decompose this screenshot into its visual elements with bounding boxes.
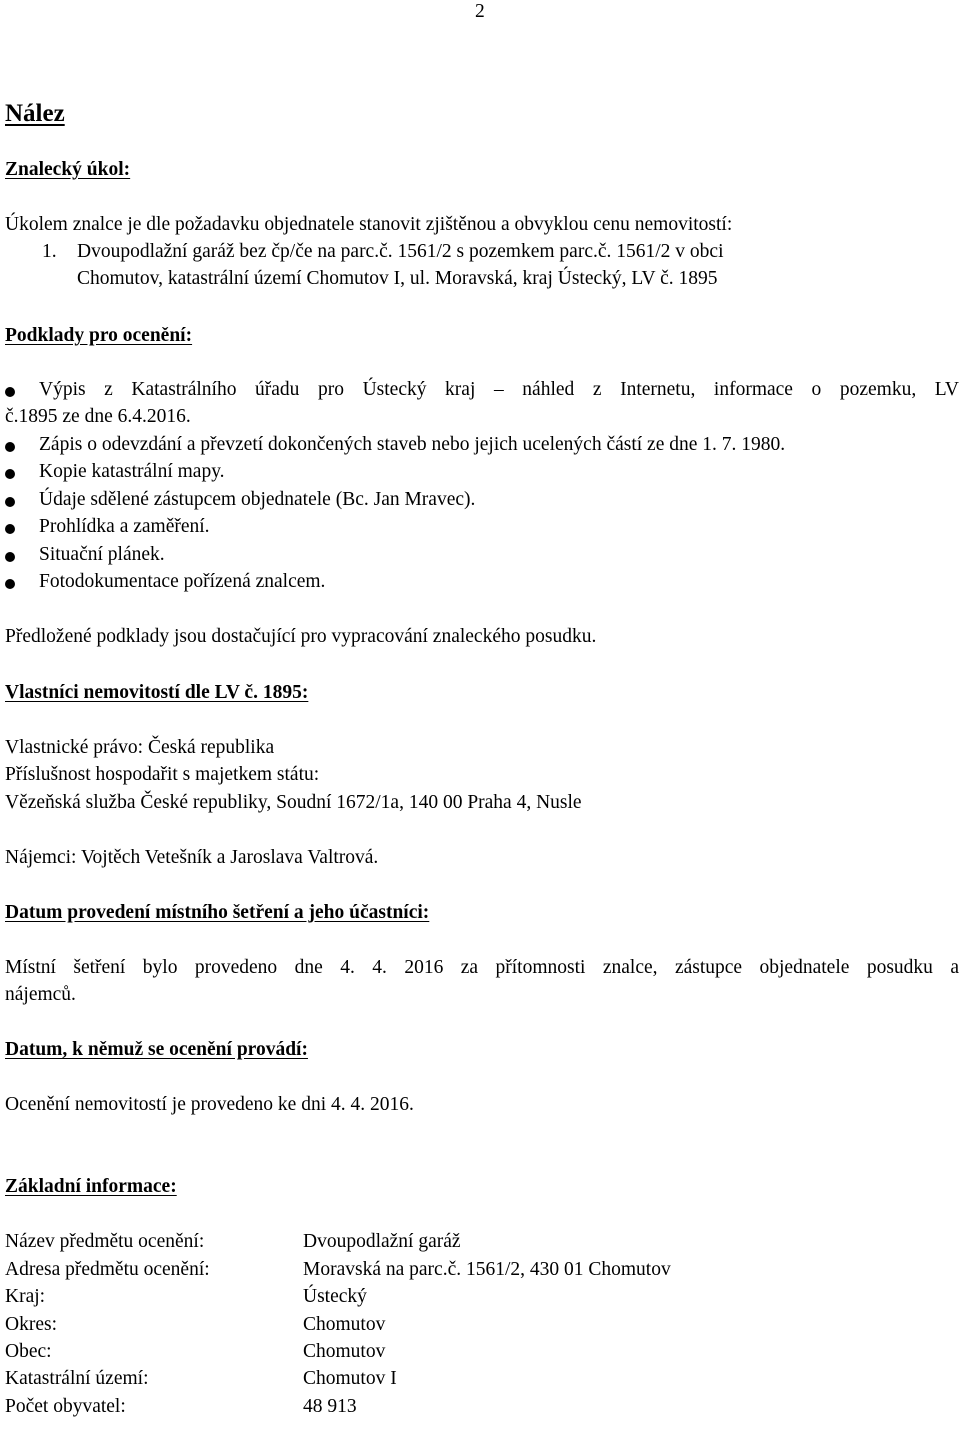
bullet-icon: [5, 442, 15, 452]
info-label: Okres:: [5, 1314, 57, 1335]
page-number: 2: [475, 1, 485, 22]
source-item-2: Zápis o odevzdání a převzetí dokončených staveb nebo jejich ucelených částí ze dne 1. 7. 1980.: [39, 434, 786, 455]
valuation-date-text: Ocenění nemovitostí je provedeno ke dni 4. 4. 2016.: [5, 1094, 414, 1115]
info-value: Chomutov: [303, 1314, 386, 1335]
inspection-text-line2: nájemců.: [5, 984, 76, 1005]
owners-manager: Vězeňská služba České republiky, Soudní 1672/1a, 140 00 Praha 4, Nusle: [5, 792, 582, 813]
info-label: Obec:: [5, 1341, 52, 1362]
info-value: Chomutov I: [303, 1368, 397, 1389]
page-title: Nález: [5, 100, 65, 127]
source-item-1-line1: Výpis z Katastrálního úřadu pro Ústecký kraj – náhled z Internetu, informace o pozemku, LV: [39, 379, 959, 400]
source-item-5: Prohlídka a zaměření.: [39, 516, 210, 537]
bullet-icon: [5, 524, 15, 534]
owners-heading: Vlastníci nemovitostí dle LV č. 1895:: [5, 682, 309, 703]
owners-management-label: Příslušnost hospodařit s majetkem státu:: [5, 764, 320, 785]
info-value: Dvoupodlažní garáž: [303, 1231, 461, 1252]
source-item-7: Fotodokumentace pořízená znalcem.: [39, 571, 326, 592]
source-item-4: Údaje sdělené zástupcem objednatele (Bc. Jan Mravec).: [39, 489, 476, 510]
inspection-heading: Datum provedení místního šetření a jeho účastníci:: [5, 902, 430, 923]
info-value: Chomutov: [303, 1341, 386, 1362]
owners-tenants: Nájemci: Vojtěch Vetešník a Jaroslava Valtrová.: [5, 847, 379, 868]
task-intro: Úkolem znalce je dle požadavku objednatele stanovit zjištěnou a obvyklou cenu nemovitostí:: [5, 214, 733, 235]
bullet-icon: [5, 579, 15, 589]
task-item-line1: Dvoupodlažní garáž bez čp/če na parc.č. 1561/2 s pozemkem parc.č. 1561/2 v obci: [77, 241, 724, 262]
info-value: Moravská na parc.č. 1561/2, 430 01 Chomutov: [303, 1259, 671, 1280]
info-label: Katastrální území:: [5, 1368, 149, 1389]
task-item-number: 1.: [42, 241, 57, 262]
source-item-6: Situační plánek.: [39, 544, 165, 565]
sources-heading: Podklady pro ocenění:: [5, 325, 193, 346]
sources-conclusion: Předložené podklady jsou dostačující pro vypracování znaleckého posudku.: [5, 626, 597, 647]
bullet-icon: [5, 387, 15, 397]
inspection-text-line1: Místní šetření bylo provedeno dne 4. 4. 2016 za přítomnosti znalce, zástupce objednatele posudku a: [5, 957, 959, 978]
basic-info-heading: Základní informace:: [5, 1176, 177, 1197]
info-label: Adresa předmětu ocenění:: [5, 1259, 210, 1280]
info-label: Počet obyvatel:: [5, 1396, 126, 1417]
task-item-line2: Chomutov, katastrální území Chomutov I, ul. Moravská, kraj Ústecký, LV č. 1895: [77, 268, 718, 289]
bullet-icon: [5, 552, 15, 562]
info-value: 48 913: [303, 1396, 357, 1417]
task-heading: Znalecký úkol:: [5, 159, 131, 180]
source-item-1-line2: č.1895 ze dne 6.4.2016.: [5, 406, 191, 427]
owners-ownership: Vlastnické právo: Česká republika: [5, 737, 275, 758]
valuation-date-heading: Datum, k němuž se ocenění provádí:: [5, 1039, 308, 1060]
bullet-icon: [5, 497, 15, 507]
source-item-3: Kopie katastrální mapy.: [39, 461, 225, 482]
info-label: Název předmětu ocenění:: [5, 1231, 205, 1252]
info-value: Ústecký: [303, 1286, 367, 1307]
info-label: Kraj:: [5, 1286, 46, 1307]
bullet-icon: [5, 469, 15, 479]
